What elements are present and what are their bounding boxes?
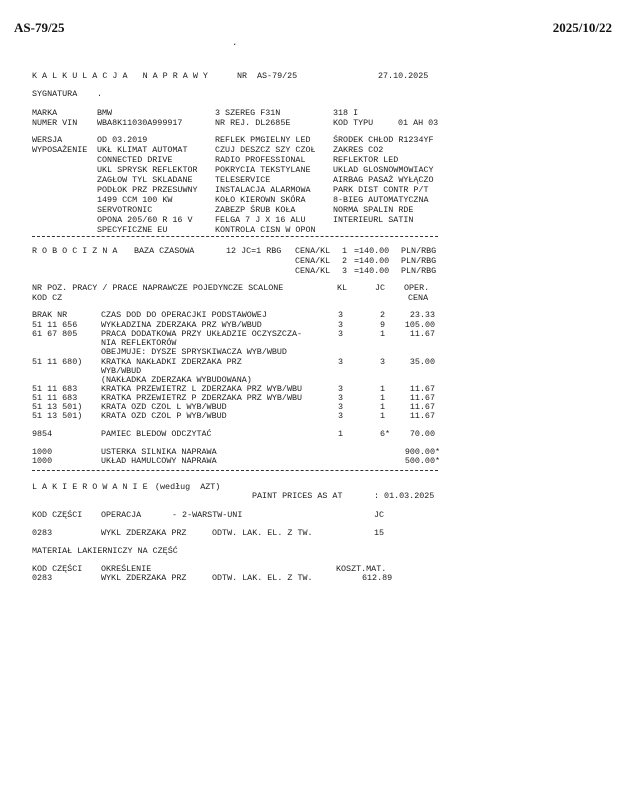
equipment-col2-item: INSTALACJA ALARMOWA	[215, 185, 311, 195]
material-row-cost: 612.89	[362, 573, 393, 583]
type-code-value: 01 AH 03	[398, 118, 439, 128]
equipment-col3-item: INTERIEURL SATIN	[333, 215, 414, 225]
equipment-col2-item: TELESERVICE	[215, 175, 271, 185]
section-divider	[32, 236, 438, 237]
signature-label: SYGNATURA	[32, 89, 78, 99]
rate-label: CENA/KL	[295, 256, 331, 266]
labor-row-desc: (NAKŁADKA ZDERZAKA WYBUDOWANA)	[101, 375, 252, 385]
labor-row-price: 11.67	[409, 329, 435, 339]
rate-value: =140.00	[354, 246, 390, 256]
equipment-col1-item: SPECYFICZNE EU	[97, 225, 168, 235]
equipment-col3-item: AIRBAG PASAŻ WYŁĄCZO	[333, 175, 434, 185]
labor-row-desc: KRATA OZD CZOL L WYB/WBUD	[101, 402, 227, 412]
labor-row-jc: 9	[380, 320, 386, 330]
error-memory-kl: 1	[338, 429, 344, 439]
labor-row-jc: 1	[380, 411, 386, 421]
material-row-level: ODTW. LAK. EL. Z TW.	[212, 573, 313, 583]
labor-row-desc: WYB/WBUD	[101, 366, 142, 376]
material-header-desc: OKREŚLENIE	[101, 564, 152, 574]
error-memory-jc: 6*	[380, 429, 391, 439]
labor-row-code: 51 11 656	[32, 320, 78, 330]
labor-header-kl: KL	[337, 283, 348, 293]
top-mark: .	[232, 38, 238, 48]
paint-prices-date: : 01.03.2025	[374, 491, 435, 501]
model-value: 3 SZEREG F31N	[215, 108, 281, 118]
flat-row-desc: USTERKA SILNIKA NAPRAWA	[101, 447, 217, 457]
material-row-desc: WYKL ZDERZAKA PRZ	[101, 573, 187, 583]
registration-value: NR REJ. DL2685E	[215, 118, 291, 128]
equipment-col3-item: ZAKRES CO2	[333, 145, 384, 155]
labor-row-jc: 1	[380, 393, 386, 403]
paint-header-stage: - 2-WARSTW-UNI	[172, 510, 243, 520]
equipment-col2-item: FELGA 7 J X 16 ALU	[215, 215, 306, 225]
material-header-cost: KOSZT.MAT.	[336, 564, 387, 574]
equipment-col3-item: REFLEKTOR LED	[333, 155, 399, 165]
variant-value: 318 I	[333, 108, 359, 118]
equipment-col1-item: UKŁ KLIMAT AUTOMAT	[97, 145, 188, 155]
rate-class: 2	[342, 256, 348, 266]
labor-row-jc: 3	[380, 357, 386, 367]
labor-row-jc: 1	[380, 402, 386, 412]
labor-row-code: 51 13 501)	[32, 402, 83, 412]
labor-row-code: BRAK NR	[32, 310, 68, 320]
labor-section-title: R O B O C I Z N A	[32, 246, 118, 256]
flat-row-code: 1000	[32, 447, 53, 457]
calculation-nr-label: NR	[237, 71, 248, 81]
paint-header-operation: OPERACJA	[101, 510, 142, 520]
rate-unit: PLN/RBG	[401, 246, 437, 256]
paint-header-kod: KOD CZĘŚCI	[32, 510, 83, 520]
paint-row-level: ODTW. LAK. EL. Z TW.	[212, 528, 313, 538]
labor-row-price: 11.67	[409, 384, 435, 394]
calculation-nr: AS-79/25	[257, 71, 298, 81]
equipment-col1-item: PODŁOK PRZ PRZESUWNY	[97, 185, 198, 195]
labor-row-price: 11.67	[409, 393, 435, 403]
labor-row-kl: 3	[338, 329, 344, 339]
labor-row-desc: PRACA DODATKOWA PRZY UKŁADZIE OCZYSZCZA-	[101, 329, 303, 339]
labor-row-desc: KRATKA NAKŁADKI ZDERZAKA PRZ	[101, 357, 242, 367]
labor-row-code: 51 11 683	[32, 393, 78, 403]
equipment-col2-item: KONTROLA CISN W OPON	[215, 225, 316, 235]
labor-row-desc: KRATKA PRZEWIETRZ L ZDERZAKA PRZ WYB/WBU	[101, 384, 303, 394]
labor-row-kl: 3	[338, 310, 344, 320]
rate-unit: PLN/RBG	[401, 266, 437, 276]
equipment-col1-item: 1499 CCM 100 KW	[97, 195, 173, 205]
paint-header-jc: JC	[374, 510, 385, 520]
labor-base-value: 12 JC=1 RBG	[226, 246, 282, 256]
make-value: BMW	[97, 108, 113, 118]
rate-class: 1	[342, 246, 348, 256]
material-row-code: 0283	[32, 573, 53, 583]
paint-material-title: MATERIAŁ LAKIERNICZY NA CZĘŚĆ	[32, 546, 178, 556]
paint-section-title: L A K I E R O W A N I E	[32, 482, 148, 492]
labor-row-kl: 3	[338, 402, 344, 412]
labor-row-price: 11.67	[409, 411, 435, 421]
labor-row-desc: NIA REFLEKTORÓW	[101, 338, 177, 348]
document-date-header: 2025/10/22	[552, 20, 612, 35]
equipment-col1-item: CONNECTED DRIVE	[97, 155, 173, 165]
labor-row-jc: 1	[380, 329, 386, 339]
equipment-col2-item: CZUJ DESZCZ SZY CZOŁ	[215, 145, 316, 155]
labor-row-desc: CZAS DOD DO OPERACJKI PODSTAWOWEJ	[101, 310, 267, 320]
rate-label: CENA/KL	[295, 246, 331, 256]
labor-row-kl: 3	[338, 357, 344, 367]
paint-row-code: 0283	[32, 528, 53, 538]
equipment-col1-item: ZAGŁOW TYL SKLADANE	[97, 175, 193, 185]
flat-row-desc: UKŁAD HAMULCOWY NAPRAWA	[101, 456, 217, 466]
equipment-col2-item: REFLEK PMGIELNY LED	[215, 135, 311, 145]
paint-prices-label: PAINT PRICES AS AT	[252, 491, 343, 501]
labor-header-nr: NR POZ. PRACY / PRACE NAPRAWCZE POJEDYNCZE SCALONE	[32, 283, 284, 293]
calculation-date: 27.10.2025	[378, 71, 429, 81]
document-id-header: AS-79/25	[14, 20, 65, 35]
rate-label: CENA/KL	[295, 266, 331, 276]
equipment-col1-item: OPONA 205/60 R 16 V	[97, 215, 193, 225]
type-code-label: KOD TYPU	[333, 118, 374, 128]
labor-row-desc: KRATA OZD CZOL P WYB/WBUD	[101, 411, 227, 421]
rate-value: =140.00	[354, 266, 390, 276]
labor-row-kl: 3	[338, 320, 344, 330]
rate-value: =140.00	[354, 256, 390, 266]
flat-row-price: 500.00*	[404, 456, 440, 466]
equipment-col2-item: ZABEZP ŚRUB KOŁA	[215, 205, 296, 215]
labor-row-kl: 3	[338, 393, 344, 403]
signature-value: .	[97, 89, 103, 99]
labor-header-oper: OPER.	[404, 283, 430, 293]
equipment-col1-item: SERVOTRONIC	[97, 205, 153, 215]
labor-row-desc: WYKŁADZINA ZDERZAKA PRZ WYB/WBUD	[101, 320, 262, 330]
version-value: OD 03.2019	[97, 135, 148, 145]
version-label: WERSJA	[32, 135, 63, 145]
labor-row-desc: OBEJMUJE: DYSZE SPRYSKIWACZA WYB/WBUD	[101, 347, 287, 357]
equipment-col3-item: PARK DIST CONTR P/T	[333, 185, 429, 195]
make-label: MARKA	[32, 108, 58, 118]
rate-class: 3	[342, 266, 348, 276]
equipment-col3-item: 8-BIEG AUTOMATYCZNA	[333, 195, 429, 205]
error-memory-code: 9854	[32, 429, 53, 439]
section-divider	[32, 470, 438, 471]
labor-base-label: BAZA CZASOWA	[134, 246, 195, 256]
equipment-col2-item: POKRYCIA TEKSTYLANE	[215, 165, 311, 175]
error-memory-desc: PAMIEC BLEDOW ODCZYTAĆ	[101, 429, 212, 439]
labor-row-price: 105.00	[404, 320, 435, 330]
equipment-col1-item: UKL SPRYSK REFLEKTOR	[97, 165, 198, 175]
vin-value: WBA8K11030A999917	[97, 118, 183, 128]
calculation-title: K A L K U L A C J A N A P R A W Y	[32, 71, 208, 81]
equipment-col2-item: RADIO PROFESSIONAL	[215, 155, 306, 165]
equipment-col3-item: ŚRODEK CHŁOD R1234YF	[333, 135, 434, 145]
labor-header-cena: CENA	[408, 293, 429, 303]
equipment-col2-item: KOŁO KIEROWN SKÓRA	[215, 195, 306, 205]
labor-row-desc: KRATKA PRZEWIETRZ P ZDERZAKA PRZ WYB/WBU	[101, 393, 303, 403]
vin-label: NUMER VIN	[32, 118, 78, 128]
labor-header-jc: JC	[375, 283, 386, 293]
labor-row-code: 51 11 683	[32, 384, 78, 394]
equipment-label: WYPOSAŻENIE	[32, 145, 88, 155]
labor-header-kod: KOD CZ	[32, 293, 63, 303]
labor-row-jc: 2	[380, 310, 386, 320]
labor-row-jc: 1	[380, 384, 386, 394]
paint-method: (według AZT)	[155, 482, 221, 492]
equipment-col3-item: NORMA SPALIN RDE	[333, 205, 414, 215]
labor-row-price: 11.67	[409, 402, 435, 412]
flat-row-code: 1000	[32, 456, 53, 466]
labor-row-code: 51 11 680)	[32, 357, 83, 367]
labor-row-kl: 3	[338, 384, 344, 394]
equipment-col3-item: UKLAD GLOSNOWMOWIACY	[333, 165, 434, 175]
material-header-kod: KOD CZĘŚCI	[32, 564, 83, 574]
paint-row-jc: 15	[374, 528, 385, 538]
flat-row-price: 900.00*	[404, 447, 440, 457]
paint-row-desc: WYKL ZDERZAKA PRZ	[101, 528, 187, 538]
error-memory-price: 70.00	[409, 429, 435, 439]
labor-row-code: 51 13 501)	[32, 411, 83, 421]
labor-row-kl: 3	[338, 411, 344, 421]
labor-row-price: 23.33	[409, 310, 435, 320]
labor-row-code: 61 67 805	[32, 329, 78, 339]
labor-row-price: 35.00	[409, 357, 435, 367]
rate-unit: PLN/RBG	[401, 256, 437, 266]
